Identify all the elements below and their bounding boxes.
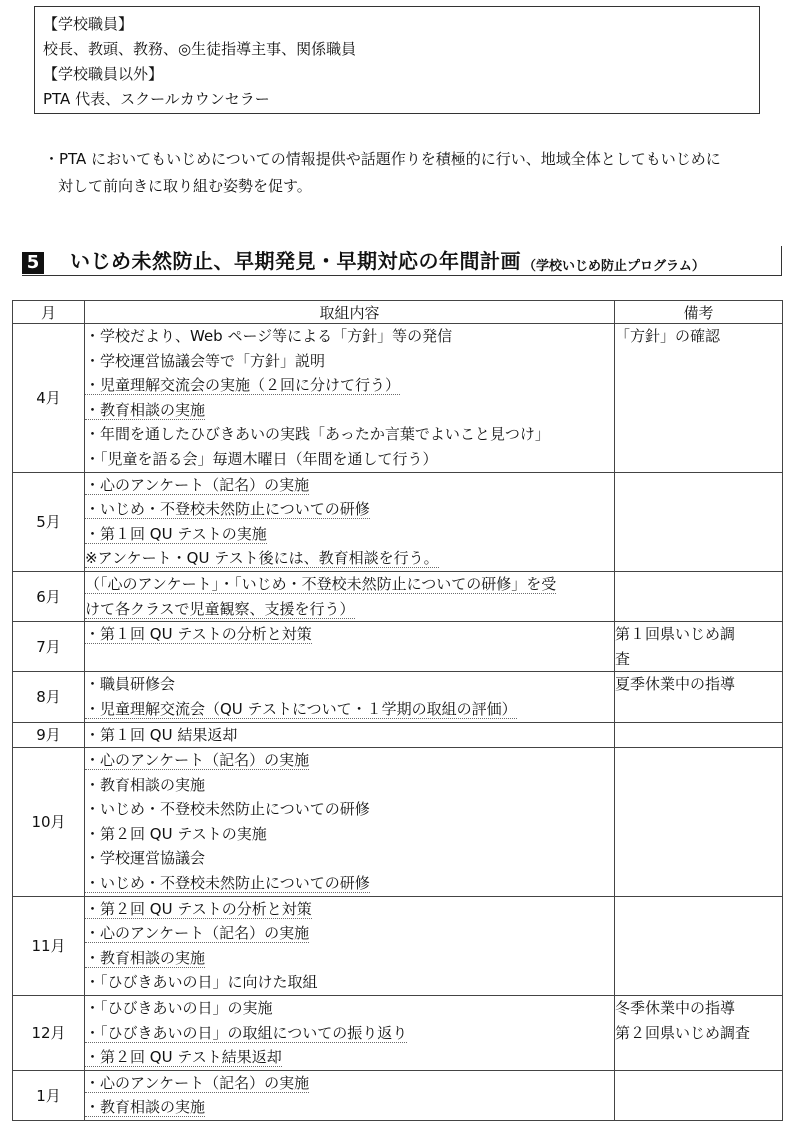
activity-item — [85, 497, 614, 522]
activity-text: ・教育相談の実施 — [85, 400, 206, 419]
activity-text: ・学校運営協議会等で「方針」説明 — [85, 351, 326, 370]
table-row — [13, 571, 783, 621]
activity-item — [85, 897, 614, 922]
remark-text: 夏季休業中の指導 — [615, 675, 736, 694]
activity-item — [85, 1071, 614, 1096]
activities-cell — [85, 1070, 615, 1120]
table-row — [13, 996, 783, 1071]
activity-text: ・職員研修会 — [85, 675, 176, 694]
remarks-cell — [615, 571, 783, 621]
activity-item — [85, 996, 614, 1021]
activity-item — [85, 921, 614, 946]
annual-plan-table — [12, 300, 783, 1121]
activities-cell — [85, 622, 615, 672]
activity-text: ・「ひびきあいの日」の実施 — [85, 999, 273, 1018]
activity-item — [85, 970, 614, 995]
box-heading-staff: 【学校職員】 — [43, 15, 134, 33]
month-cell: 7月 — [13, 622, 85, 672]
activity-item — [85, 773, 614, 798]
remarks-cell — [615, 672, 783, 722]
box-nonstaff-list: PTA 代表、スクールカウンセラー — [43, 90, 270, 108]
table-row — [13, 748, 783, 897]
activity-item — [85, 946, 614, 971]
header-remarks: 備考 — [615, 301, 783, 324]
pta-note — [44, 146, 784, 200]
activity-text: ・いじめ・不登校未然防止についての研修 — [85, 500, 370, 519]
month-cell: 4月 — [13, 324, 85, 473]
table-row — [13, 672, 783, 722]
activity-text: ・教育相談の実施 — [85, 775, 206, 794]
activities-cell — [85, 748, 615, 897]
activity-text: ・第２回 QU テストの分析と対策 — [85, 899, 312, 918]
activity-text: ※アンケート・QU テスト後には、教育相談を行う。 — [85, 549, 439, 568]
section-underline — [22, 275, 782, 276]
activity-item — [85, 447, 614, 472]
activity-text: （「心のアンケート」・「いじめ・不登校未然防止についての研修」を受 — [85, 574, 557, 593]
activity-text: ・年間を通したひびきあいの実践「あったか言葉でよいこと見つけ」 — [85, 425, 550, 444]
pta-note-line1: ・PTA においてもいじめについての情報提供や話題作りを積極的に行い、地域全体としてもいじめに — [44, 150, 721, 168]
activity-text: ・第１回 QU テストの実施 — [85, 524, 267, 543]
month-cell: 11月 — [13, 896, 85, 995]
header-month: 月 — [13, 301, 85, 324]
month-cell: 9月 — [13, 722, 85, 748]
activities-cell — [85, 672, 615, 722]
month-cell: 12月 — [13, 996, 85, 1071]
activity-text: ・学校だより、Web ページ等による「方針」等の発信 — [85, 327, 453, 345]
activity-item — [85, 597, 614, 622]
activity-item — [85, 797, 614, 822]
header-activities: 取組内容 — [85, 301, 615, 324]
activity-item — [85, 822, 614, 847]
activity-text: ・いじめ・不登校未然防止についての研修 — [85, 874, 370, 893]
remark-text: 「方針」の確認 — [615, 327, 721, 345]
activities-cell — [85, 896, 615, 995]
activity-item — [85, 723, 614, 748]
activity-item — [85, 349, 614, 374]
month-cell: 1月 — [13, 1070, 85, 1120]
table-row — [13, 1070, 783, 1120]
activity-item — [85, 1095, 614, 1120]
activity-text: ・心のアンケート（記名）の実施 — [85, 924, 310, 943]
month-cell: 10月 — [13, 748, 85, 897]
committee-members-box — [34, 6, 760, 114]
activity-item — [85, 324, 614, 349]
remarks-cell — [615, 722, 783, 748]
activity-text: ・心のアンケート（記名）の実施 — [85, 1073, 310, 1092]
month-cell: 8月 — [13, 672, 85, 722]
activity-text: けて各クラスで児童観察、支援を行う） — [85, 599, 355, 618]
table-header-row — [13, 301, 783, 324]
activity-text: ・教育相談の実施 — [85, 948, 206, 967]
activity-text: ・心のアンケート（記名）の実施 — [85, 475, 310, 494]
activity-text: ・いじめ・不登校未然防止についての研修 — [85, 800, 370, 819]
activity-text: ・「ひびきあいの日」に向けた取組 — [85, 973, 318, 992]
activity-item — [85, 672, 614, 697]
activity-item — [85, 748, 614, 773]
section-subtitle: （学校いじめ防止プログラム） — [523, 259, 705, 274]
box-staff-list: 校長、教頭、教務、◎生徒指導主事、関係職員 — [43, 40, 357, 58]
remarks-cell — [615, 1070, 783, 1120]
remark-text: 冬季休業中の指導 — [615, 999, 736, 1018]
activities-cell — [85, 472, 615, 571]
section-right-rule — [781, 246, 782, 276]
month-cell: 6月 — [13, 571, 85, 621]
activity-text: ・「ひびきあいの日」の取組についての振り返り — [85, 1023, 408, 1042]
activity-text: ・児童理解交流会の実施（２回に分けて行う） — [85, 376, 401, 395]
remarks-cell — [615, 324, 783, 473]
activities-cell — [85, 324, 615, 473]
table-row — [13, 472, 783, 571]
activities-cell — [85, 571, 615, 621]
activities-cell — [85, 722, 615, 748]
activity-item — [85, 1045, 614, 1070]
activity-item — [85, 572, 614, 597]
activity-text: ・心のアンケート（記名）の実施 — [85, 751, 310, 770]
remarks-cell — [615, 472, 783, 571]
remarks-cell — [615, 996, 783, 1071]
activity-item — [85, 1021, 614, 1046]
activity-item — [85, 546, 614, 571]
pta-note-line2: 対して前向きに取り組む姿勢を促す。 — [58, 177, 312, 195]
activity-text: ・第２回 QU テスト結果返却 — [85, 1048, 282, 1067]
table-row — [13, 324, 783, 473]
activity-text: ・児童理解交流会（QU テストについて・１学期の取組の評価） — [85, 699, 517, 718]
section-heading — [22, 248, 782, 274]
activity-text: ・第１回 QU 結果返却 — [85, 725, 238, 744]
remarks-cell — [615, 622, 783, 672]
month-cell: 5月 — [13, 472, 85, 571]
activity-text: ・教育相談の実施 — [85, 1098, 206, 1117]
activity-item — [85, 398, 614, 423]
activity-text: ・「児童を語る会」毎週木曜日（年間を通して行う） — [85, 449, 438, 468]
activity-item — [85, 522, 614, 547]
remarks-cell — [615, 748, 783, 897]
table-row — [13, 896, 783, 995]
activity-item — [85, 647, 614, 672]
section-title: いじめ未然防止、早期発見・早期対応の年間計画 — [70, 249, 521, 273]
activity-text: ・第１回 QU テストの分析と対策 — [85, 625, 312, 644]
table-body — [13, 324, 783, 1121]
activity-item — [85, 622, 614, 647]
remark-text: 第１回県いじめ調 — [615, 625, 736, 644]
activity-item — [85, 422, 614, 447]
table-row — [13, 722, 783, 748]
activity-item — [85, 846, 614, 871]
remark-text: 査 — [615, 649, 631, 668]
activity-text: ・第２回 QU テストの実施 — [85, 824, 267, 843]
activity-item — [85, 373, 614, 398]
activity-text: ・学校運営協議会 — [85, 849, 206, 868]
activity-item — [85, 473, 614, 498]
activity-item — [85, 871, 614, 896]
activities-cell — [85, 996, 615, 1071]
remarks-cell — [615, 896, 783, 995]
section-number: 5 — [22, 252, 44, 274]
activity-item — [85, 697, 614, 722]
remark-text: 第２回県いじめ調査 — [615, 1023, 751, 1042]
box-heading-nonstaff: 【学校職員以外】 — [43, 65, 164, 83]
table-row — [13, 622, 783, 672]
